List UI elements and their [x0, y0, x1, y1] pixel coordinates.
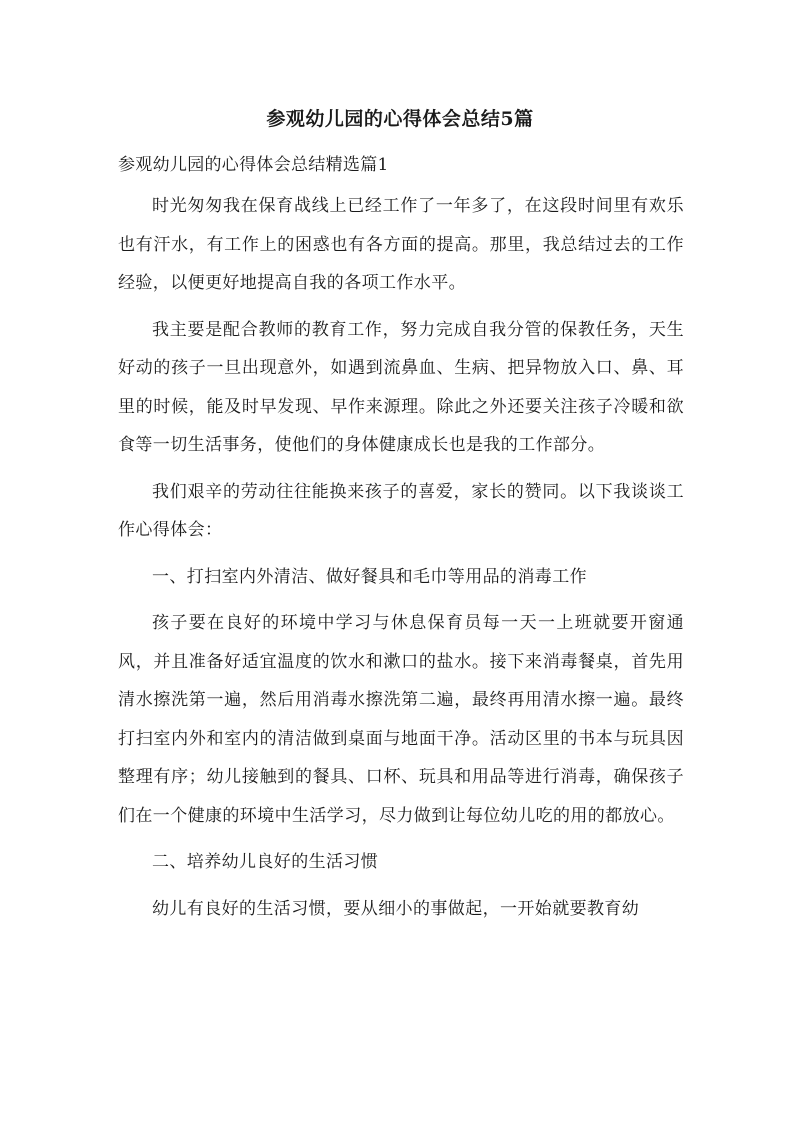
section-heading: 二、培养幼儿良好的生活习惯 [152, 852, 379, 872]
paragraph: 幼儿有良好的生活习惯，要从细小的事做起，一开始就要教育幼 [152, 898, 640, 919]
section-heading: 一、打扫室内外清洁、做好餐具和毛巾等用品的消毒工作 [152, 566, 587, 587]
paragraph: 时光匆匆我在保育战线上已经工作了一年多了，在这段时间里有欢乐也有汗水，有工作上的困惑也有各方面的提高。那里，我总结过去的工作经验，以便更好地提高自我的各项工作水平。 [118, 196, 684, 293]
document-title: 参观幼儿园的心得体会总结5篇 [266, 108, 534, 130]
paragraph: 我们艰辛的劳动往往能换来孩子的喜爱，家长的赞同。以下我谈谈工作心得体会： [118, 481, 684, 540]
paragraph: 孩子要在良好的环境中学习与休息保育员每一天一上班就要开窗通风，并且准备好适宜温度的饮水和漱口的盐水。接下来消毒餐桌，首先用清水擦洗第一遍，然后用消毒水擦洗第二遍，最终再用清水擦一遍。最终打扫室内外和室内的清洁做到桌面与地面干净。活动区里的书本与玩具因整理有序；幼儿接触到的餐具、口杯、玩具和用品等进行消毒，确保孩子们在一个健康的环境中生活学习，尽力做到让每位幼儿吃的用的都放心。 [118, 613, 684, 826]
paragraph: 我主要是配合教师的教育工作，努力完成自我分管的保教任务，天生好动的孩子一旦出现意外，如遇到流鼻血、生病、把异物放入口、鼻、耳里的时候，能及时早发现、早作来源理。除此之外还要关注孩子冷暖和欲食等一切生活事务，使他们的身体健康成长也是我的工作部分。 [118, 319, 684, 455]
document-subtitle: 参观幼儿园的心得体会总结精选篇1 [118, 155, 389, 175]
document-body [118, 187, 684, 928]
